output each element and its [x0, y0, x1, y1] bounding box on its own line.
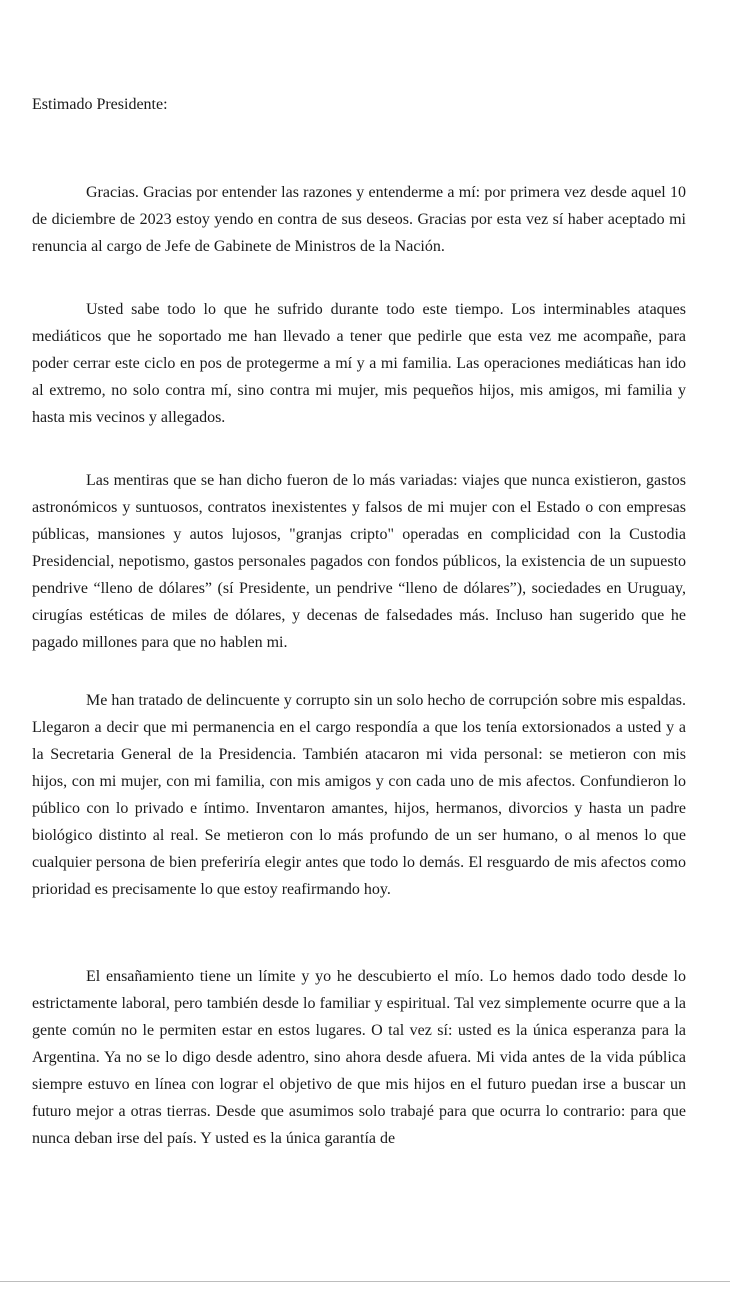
letter-paragraph-5: El ensañamiento tiene un límite y yo he descubierto el mío. Lo hemos dado todo desde lo estrictamente laboral, pero también desde lo familiar y espiritual. Tal vez simplemente ocurre que a la gente común no le permiten estar en estos lugares. O tal vez sí: usted es la única esperanza para la Argentina. Ya no se lo digo desde adentro, sino ahora desde afuera. Mi vida antes de la vida pública siempre estuvo en línea con lograr el objetivo de que mis hijos en el futuro puedan irse a buscar un futuro mejor a otras tierras. Desde que asumimos solo trabajé para que ocurra lo contrario: para que nunca deban irse del país. Y usted es la única garantía de — [32, 968, 686, 1147]
letter-paragraph-3: Las mentiras que se han dicho fueron de lo más variadas: viajes que nunca existieron, gastos astronómicos y suntuosos, contratos inexistentes y falsos de mi mujer con el Estado o con empresas públicas, mansiones y autos lujosos, "granjas cripto" operadas en complicidad con la Custodia Presidencial, nepotismo, gastos personales pagados con fondos públicos, la existencia de un supuesto pendrive “lleno de dólares” (sí Presidente, un pendrive “lleno de dólares”), sociedades en Uruguay, cirugías estéticas de miles de dólares, y decenas de falsedades más. Incluso han sugerido que he pagado millones para que no hablen mi. — [32, 472, 686, 651]
letter-paragraph-2: Usted sabe todo lo que he sufrido durante todo este tiempo. Los interminables ataques mediáticos que he soportado me han llevado a tener que pedirle que esta vez me acompañe, para poder cerrar este ciclo en pos de protegerme a mí y a mi familia. Las operaciones mediáticas han ido al extremo, no solo contra mí, sino contra mi mujer, mis pequeños hijos, mis amigos, mi familia y hasta mis vecinos y allegados. — [32, 301, 686, 426]
letter-paragraph-1: Gracias. Gracias por entender las razones y entenderme a mí: por primera vez desde aquel 10 de diciembre de 2023 estoy yendo en contra de sus deseos. Gracias por esta vez sí haber aceptado mi renuncia al cargo de Jefe de Gabinete de Ministros de la Nación. — [32, 184, 686, 255]
letter-salutation: Estimado Presidente: — [32, 96, 168, 113]
letter-paragraph-4: Me han tratado de delincuente y corrupto sin un solo hecho de corrupción sobre mis espaldas. Llegaron a decir que mi permanencia en el cargo respondía a que los tenía extorsionados a usted y a la Secretaria General de la Presidencia. También atacaron mi vida personal: se metieron con mis hijos, con mi mujer, con mi familia, con mis amigos y con cada uno de mis afectos. Confundieron lo público con lo privado e íntimo. Inventaron amantes, hijos, hermanos, divorcios y hasta un padre biológico distinto al real. Se metieron con lo más profundo de un ser humano, o al menos lo que cualquier persona de bien preferiría elegir antes que todo lo demás. El resguardo de mis afectos como prioridad es precisamente lo que estoy reafirmando hoy. — [32, 692, 686, 898]
page-bottom-margin — [0, 1282, 730, 1300]
